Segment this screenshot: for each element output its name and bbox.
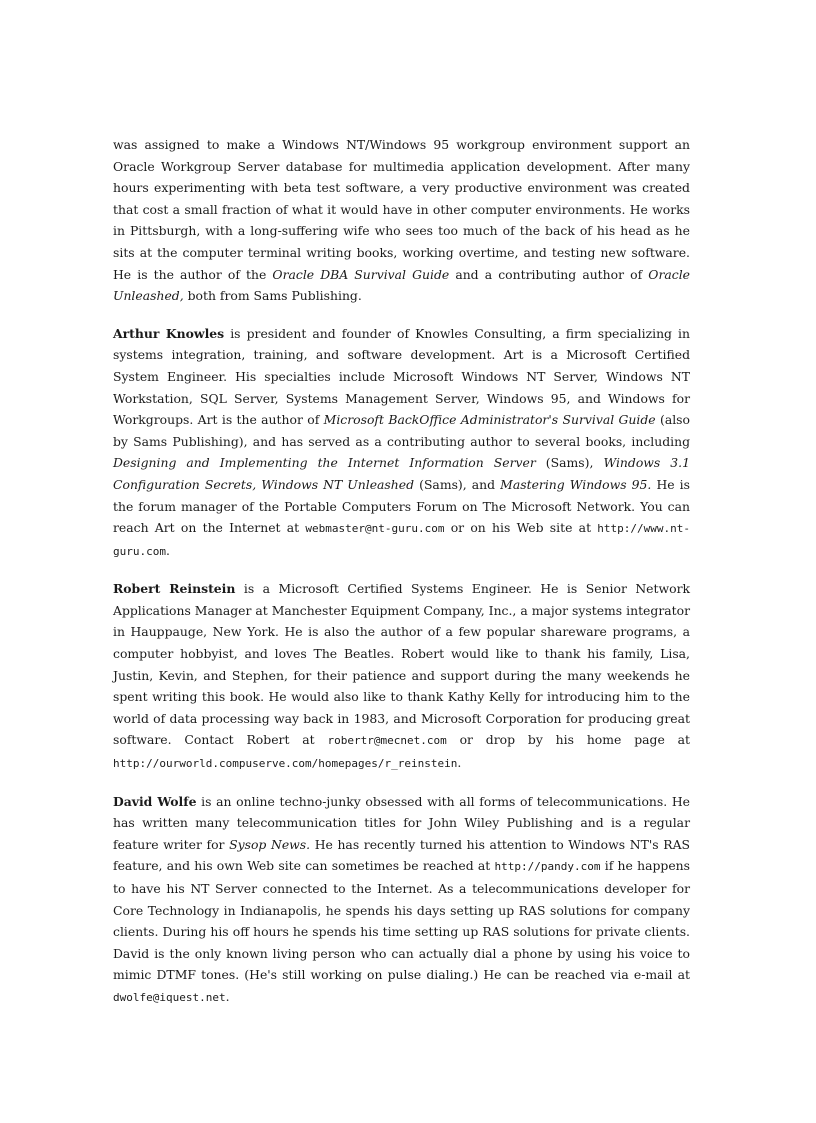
email-address: dwolfe@iquest.net	[113, 990, 226, 1004]
email-address: webmaster@nt-guru.com	[305, 522, 445, 536]
bio-text: .	[165, 542, 170, 558]
bio-text: He is the forum manager of the Portable Computers Forum on The Microsoft Network. You can reach Art on the Internet at	[113, 476, 690, 536]
book-title: Oracle DBA Survival Guide	[272, 266, 450, 282]
bio-text: (Sams),	[535, 455, 604, 471]
bio-text: He has recently turned his attention to Windows NT's RAS feature, and his own Web site can sometimes be reached at	[113, 836, 690, 874]
document-page	[113, 134, 690, 1025]
bio-text: if he happens to have his NT Server connected to the Internet. As a telecommunications developer for Core Technology in Indianapolis, he spends his days setting up RAS solutions for company clients. During his off hours he spends his time setting up RAS solutions for private clients. David is the only known living person who can actually dial a phone by using his voice to mimic DTMF tones. (He's still working on pulse dialing.) He can be reached via e-mail at	[113, 858, 690, 983]
book-title: Mastering Windows 95.	[500, 476, 652, 492]
author-name: Robert Reinstein	[113, 581, 236, 597]
book-title: Designing and Implementing the Internet Information Server	[113, 455, 536, 471]
bio-text: .	[225, 988, 230, 1004]
bio-paragraph-arthur-knowles	[113, 323, 690, 563]
bio-text: and a contributing author of	[449, 266, 649, 282]
web-url: http://pandy.com	[494, 860, 601, 874]
bio-paragraph-david-wolfe	[113, 791, 690, 1009]
book-title: Windows 3.1 Configuration Secrets, Windows NT Unleashed	[113, 455, 690, 492]
bio-text: is an online techno-junky obsessed with all forms of telecommunications. He has written many telecommunication titles for John Wiley Publishing and is a regular feature writer for	[113, 793, 690, 852]
author-name: David Wolfe	[113, 793, 197, 809]
bio-paragraph	[113, 134, 690, 307]
bio-text: or on his Web site at	[444, 520, 598, 536]
bio-text: (Sams), and	[414, 476, 501, 492]
bio-text: is president and founder of Knowles Consulting, a firm specializing in systems integration, training, and software development. Art is a Microsoft Certified System Engineer. His specialties include Microsoft Windows NT Server, Windows NT Workstation, SQL Server, Systems Management Server, Windows 95, and Windows for Workgroups. Art is the author of	[113, 325, 690, 428]
web-url: http://ourworld.compuserve.com/homepages/r_reinstein	[113, 757, 458, 771]
bio-text: or drop by his home page at	[446, 732, 690, 748]
book-title: Microsoft BackOffice Administrator's Survival Guide	[323, 412, 656, 428]
email-address: robertr@mecnet.com	[327, 734, 447, 748]
bio-text: is a Microsoft Certified Systems Engineer. He is Senior Network Applications Manager at Manchester Equipment Company, Inc., a major systems integrator in Hauppauge, New York. He is also the author of a few popular shareware programs, a computer hobbyist, and loves The Beatles. Robert would like to thank his family, Lisa, Justin, Kevin, and Stephen, for their patience and support during the many weekends he spent writing this book. He would also like to thank Kathy Kelly for introducing him to the world of data processing way back in 1983, and Microsoft Corporation for producing great software. Contact Robert at	[113, 581, 690, 748]
bio-text: .	[457, 755, 462, 771]
bio-text: was assigned to make a Windows NT/Windows 95 workgroup environment support an Oracle Workgroup Server database for multimedia application development. After many hours experimenting with beta test software, a very productive environment was created that cost a small fraction of what it would have in other computer environments. He works in Pittsburgh, with a long-suffering wife who sees too much of the back of his head as he sits at the computer terminal writing books, working overtime, and testing new software. He is the author of the	[113, 137, 690, 282]
web-url: http://www.nt-guru.com	[113, 522, 691, 558]
bio-text: both from Sams Publishing.	[183, 288, 362, 304]
book-title: Oracle Unleashed,	[113, 266, 690, 304]
bio-text: (also by Sams Publishing), and has served as a contributing author to several books, including	[113, 412, 690, 449]
book-title: Sysop News.	[229, 836, 311, 852]
author-name: Arthur Knowles	[113, 325, 225, 341]
bio-paragraph-robert-reinstein	[113, 578, 690, 774]
